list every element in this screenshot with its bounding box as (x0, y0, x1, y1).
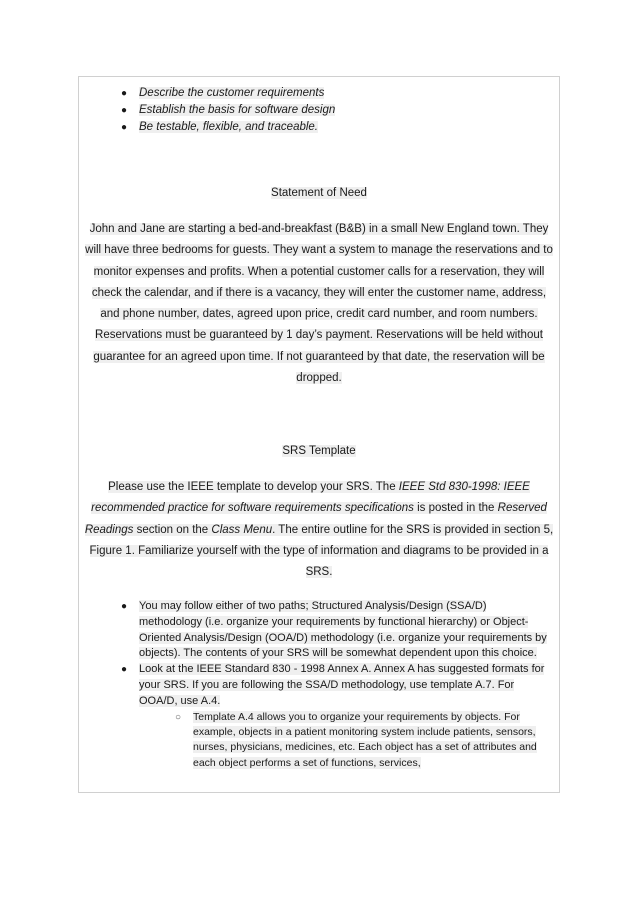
list-item (121, 119, 541, 136)
heading-text: Statement of Need (271, 187, 367, 199)
citation-title: IEEE Std 830-1998: IEEE recommended practice for software requirements specifications (91, 481, 530, 515)
list-item-text: Look at the IEEE Standard 830 - 1998 Annex A. Annex A has suggested formats for your SRS. If you are following the SSA/D methodology, use template A.7. For OOA/D, use A.4. (139, 663, 545, 707)
srs-template-body (79, 477, 559, 583)
heading-text: SRS Template (282, 445, 356, 457)
bullet-icon: ● (121, 105, 128, 116)
guidelines-list (121, 599, 551, 771)
list-item (121, 102, 541, 119)
text-run: . The entire outline for the SRS is provided in section 5, Figure 1. Familiarize yourself with the type of information and diagrams to be provided in a SRS. (89, 523, 554, 579)
document-page (78, 76, 560, 793)
list-item-text: Be testable, flexible, and traceable. (139, 121, 319, 133)
list-item-text: Template A.4 allows you to organize your requirements by objects. For example, objects in a patient monitoring system include patients, sensors, nurses, physicians, medicines, etc. Each object has a set of attributes and each object performs a set of functions, services, (193, 710, 537, 769)
class-menu-ref: Class Menu (211, 523, 273, 536)
text-run: is posted in the (413, 502, 498, 515)
sub-list (175, 710, 551, 772)
circle-bullet-icon: ○ (175, 711, 182, 723)
text-run: Please use the IEEE template to develop your SRS. The (108, 481, 399, 493)
bullet-icon: ● (121, 601, 128, 612)
srs-template-heading (79, 443, 559, 459)
reserved-readings-ref: Reserved Readings (84, 502, 547, 536)
list-item (121, 599, 551, 662)
list-item-text: You may follow either of two paths; Structured Analysis/Design (SSA/D) methodology (i.e. organize your requirements by functional hierarchy) or Object-Oriented Analysis/Design (OOA/D) methodology (i.e. organize your requirements by objects). The contents of your SRS will be somewhat dependent upon this choice. (139, 600, 547, 660)
list-item (175, 710, 551, 772)
bullet-icon: ● (121, 664, 128, 676)
bullet-icon: ● (121, 122, 128, 133)
paragraph-text (85, 481, 553, 578)
list-item-text: Describe the customer requirements (139, 87, 325, 99)
list-item-text: Establish the basis for software design (139, 104, 336, 116)
statement-of-need-body (79, 219, 559, 389)
bullet-icon: ● (121, 88, 128, 99)
list-item (121, 85, 541, 102)
paragraph-text: John and Jane are starting a bed-and-breakfast (B&B) in a small New England town. They will have three bedrooms for guests. They want a system to manage the reservations and to monitor expenses and profits. When a potential customer calls for a reservation, they will check the calendar, and if there is a vacancy, they will enter the customer name, address, and phone number, dates, agreed upon price, credit card number, and room numbers. Reservations must be guaranteed by 1 day’s payment. Reservations will be held without guarantee for an agreed upon time. If not guaranteed by that date, the reservation will be dropped. (85, 223, 553, 385)
list-item (121, 662, 551, 771)
statement-of-need-heading (79, 185, 559, 201)
text-run: section on the (133, 523, 212, 536)
intro-bullet-list (121, 85, 541, 136)
